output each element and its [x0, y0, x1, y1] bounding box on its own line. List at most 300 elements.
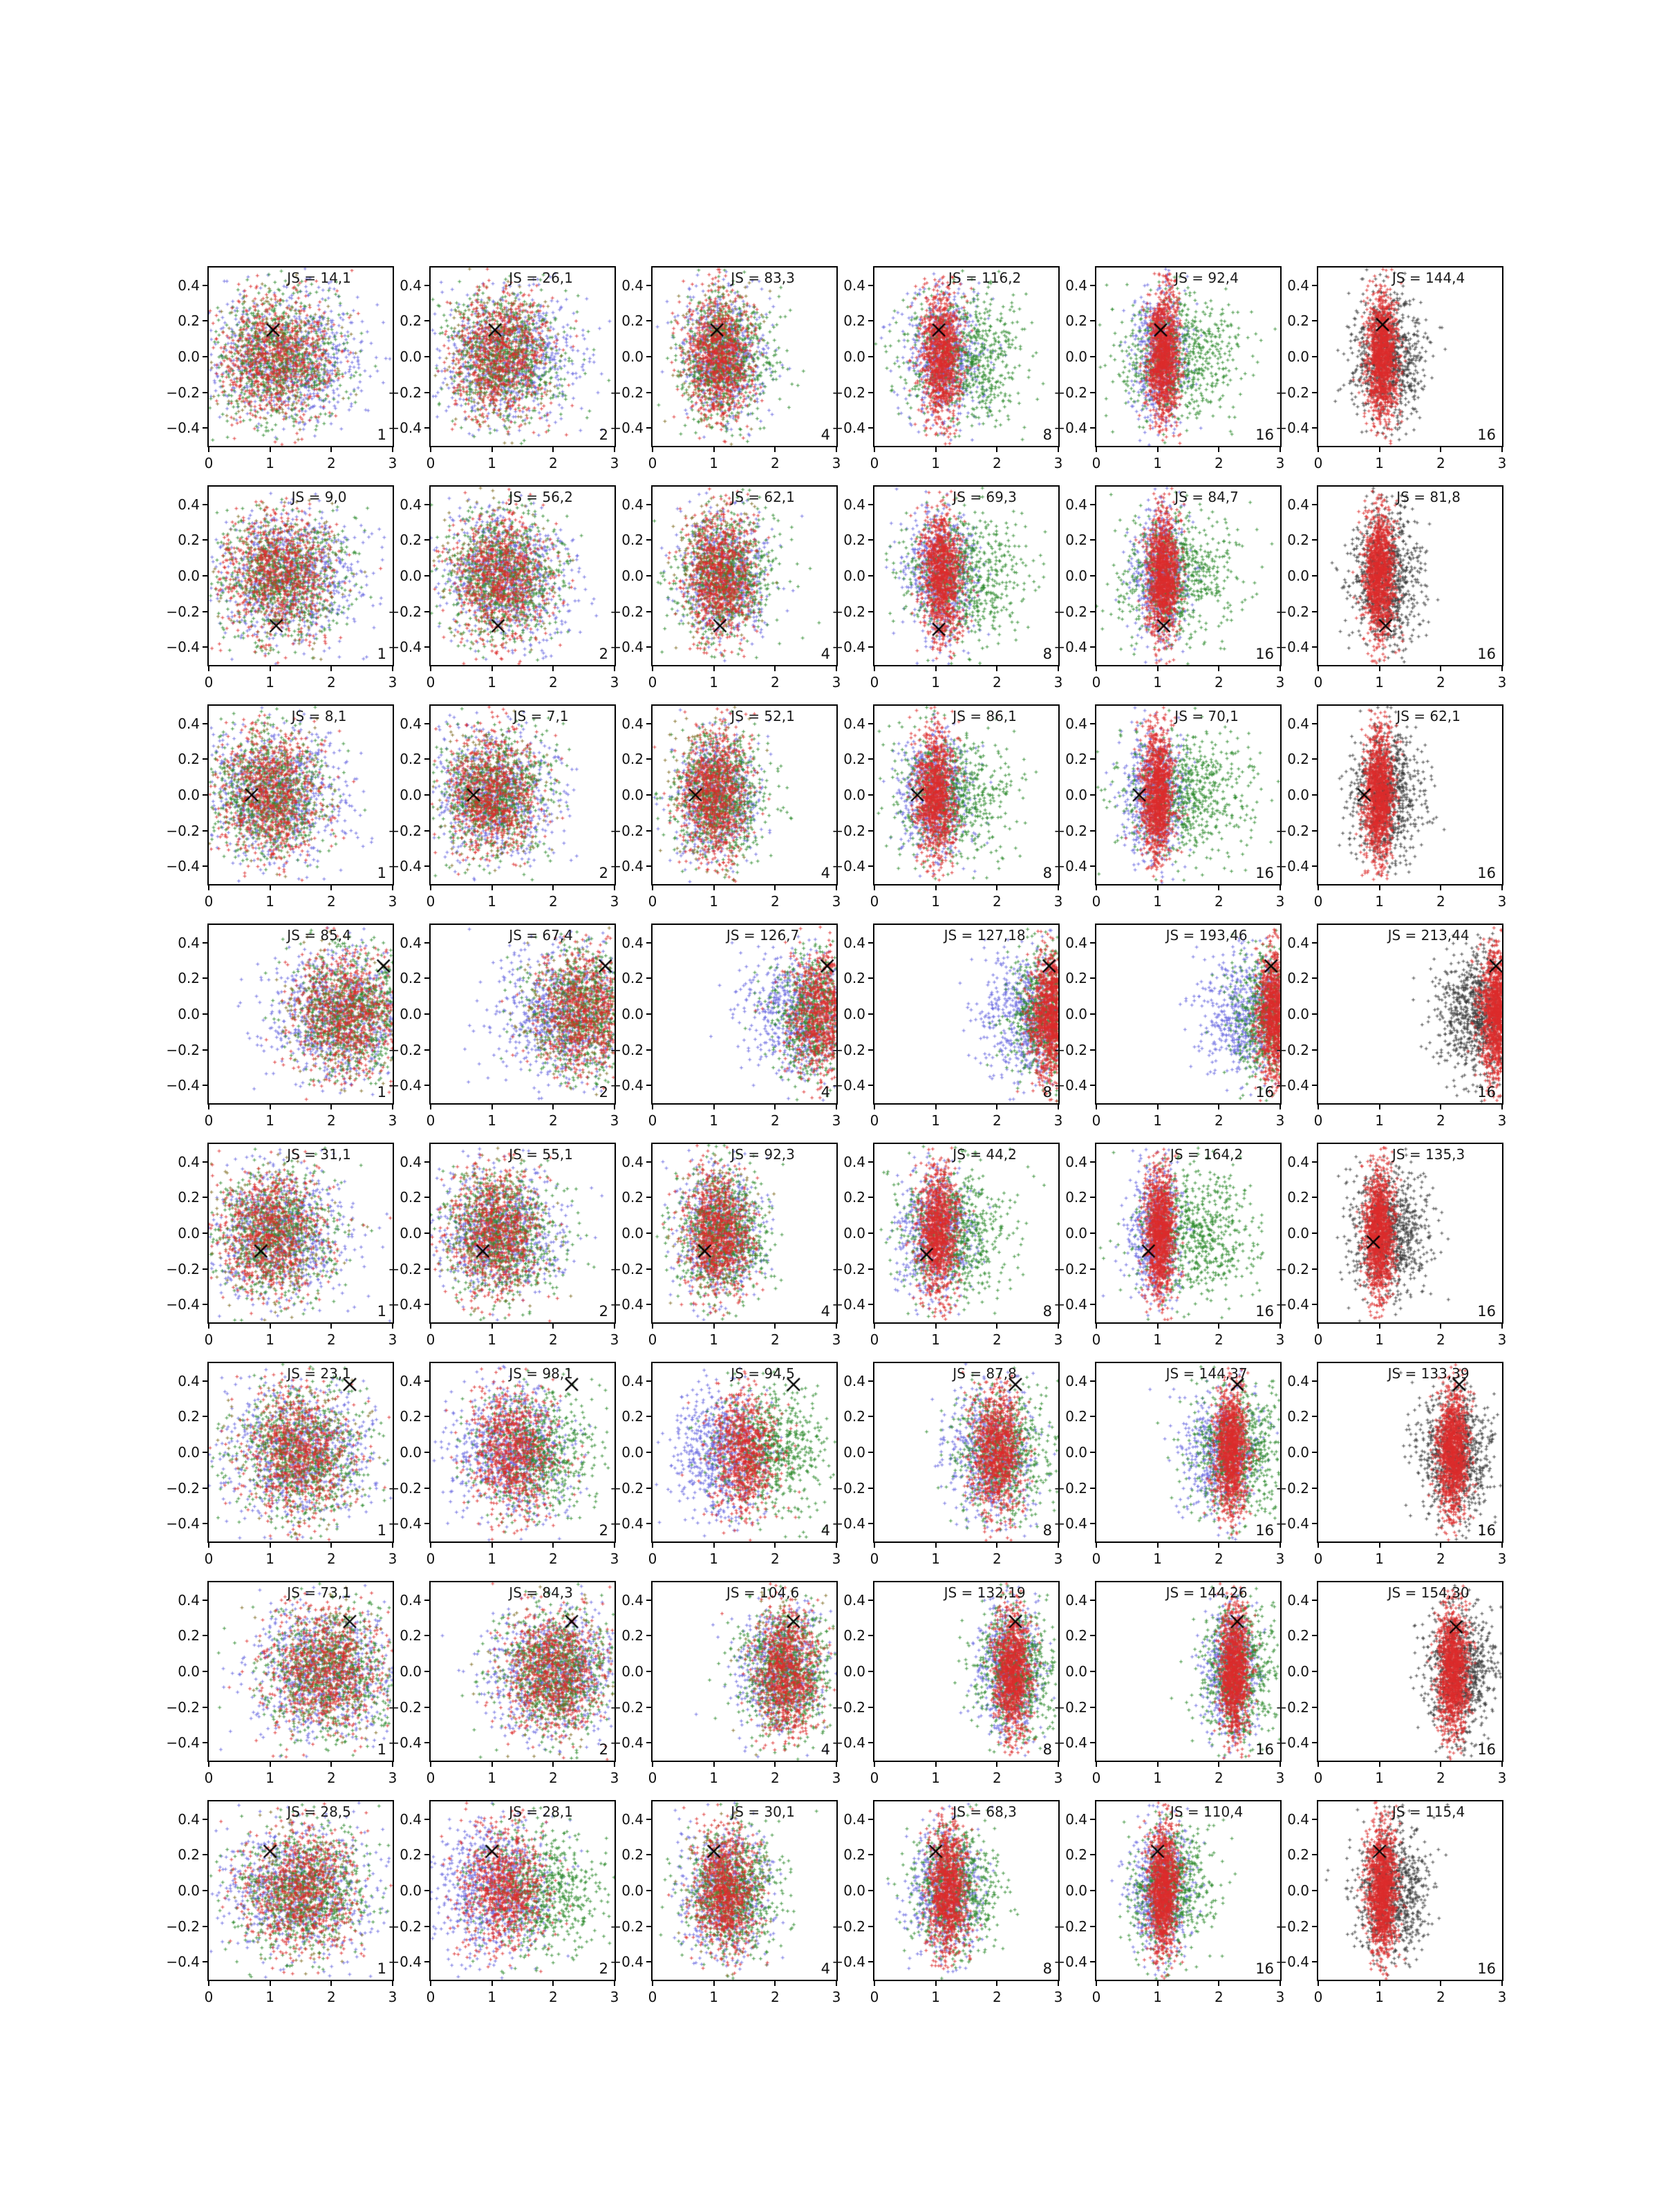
x-axis-tick	[1318, 1323, 1319, 1329]
y-axis-tick-label: 0.2	[400, 312, 422, 330]
x-axis-tick	[1157, 1323, 1159, 1329]
x-axis-tick-label: 3	[1275, 1989, 1285, 2005]
y-axis-tick	[868, 611, 874, 612]
y-axis-tick-label: 0.4	[178, 276, 200, 294]
y-axis-tick	[1312, 356, 1318, 357]
y-axis-tick-label: −0.4	[610, 1515, 644, 1533]
y-axis-tick	[1090, 977, 1096, 979]
y-axis-tick	[868, 1013, 874, 1015]
y-axis-tick-label: 0.4	[1287, 1372, 1309, 1389]
scatter-points-canvas	[653, 1582, 836, 1761]
x-axis-tick	[1218, 1761, 1219, 1767]
y-axis-tick	[1312, 1085, 1318, 1086]
x-axis-tick	[1218, 447, 1219, 452]
x-axis-tick-label: 0	[648, 1989, 657, 2005]
y-axis-tick-label: 0.0	[1065, 568, 1087, 584]
y-axis-tick	[203, 977, 208, 979]
x-axis-tick-label: 3	[832, 1550, 841, 1567]
x-axis-tick	[935, 1104, 937, 1109]
panel-count-label: 16	[1477, 646, 1496, 662]
scatter-points-canvas	[431, 1582, 615, 1761]
y-axis-tick	[868, 1635, 874, 1636]
x-axis-tick-label: 2	[770, 1550, 780, 1567]
scatter-points-canvas	[209, 1144, 393, 1322]
x-axis-tick	[614, 1980, 615, 1986]
x-axis-tick	[491, 1542, 493, 1548]
y-axis-tick-label: 0.4	[178, 1810, 200, 1828]
y-axis-tick	[424, 1161, 430, 1163]
y-axis-tick	[203, 830, 208, 832]
y-axis-tick-label: −0.2	[388, 1918, 422, 1935]
x-axis-tick	[430, 1761, 431, 1767]
y-axis-tick-label: −0.2	[388, 603, 422, 620]
y-axis-tick-label: −0.2	[610, 1260, 644, 1277]
y-axis-tick-label: −0.2	[388, 384, 422, 401]
panel-title: JS = 67,4	[509, 927, 573, 944]
y-axis-tick-label: −0.4	[832, 1077, 865, 1094]
y-axis-tick	[1312, 1380, 1318, 1382]
y-axis-tick-label: −0.2	[610, 603, 644, 620]
y-axis-tick	[203, 1161, 208, 1163]
y-axis-tick	[203, 1304, 208, 1305]
x-axis-tick-label: 0	[204, 455, 214, 471]
y-axis-tick-label: 0.0	[1065, 1882, 1087, 1899]
y-axis-tick	[646, 504, 652, 505]
x-axis-tick-label: 1	[931, 893, 941, 910]
scatter-points-canvas	[874, 706, 1058, 884]
y-axis-tick	[868, 1197, 874, 1198]
scatter-panel	[610, 704, 841, 910]
y-axis-tick-label: 0.4	[178, 1591, 200, 1609]
panel-count-label: 2	[599, 427, 608, 443]
y-axis-tick	[1090, 1161, 1096, 1163]
y-axis-tick	[1312, 611, 1318, 612]
x-axis-tick	[1280, 666, 1281, 671]
x-axis-tick-label: 3	[832, 1989, 841, 2005]
y-axis-tick	[424, 942, 430, 944]
x-axis-tick-label: 2	[1436, 674, 1445, 691]
y-axis-tick	[203, 1854, 208, 1855]
x-axis-tick-label: 2	[770, 1989, 780, 2005]
y-axis-tick-label: 0.4	[400, 276, 422, 294]
x-axis-tick	[1318, 1104, 1319, 1109]
y-axis-tick-label: 0.2	[843, 970, 865, 987]
x-axis-tick	[996, 1761, 997, 1767]
panel-title: JS = 7,1	[513, 708, 569, 724]
y-axis-tick	[1090, 830, 1096, 832]
scatter-points-canvas	[209, 1363, 393, 1541]
x-axis-tick	[1501, 1980, 1503, 1986]
x-axis-tick-label: 3	[610, 1550, 619, 1567]
y-axis-tick	[424, 1197, 430, 1198]
scatter-points-canvas	[1096, 487, 1280, 665]
y-axis-tick	[203, 1416, 208, 1417]
x-axis-tick-label: 2	[1436, 1112, 1445, 1129]
x-axis-tick	[270, 1761, 271, 1767]
panel-count-label: 4	[821, 1960, 830, 1977]
y-axis-tick	[646, 942, 652, 944]
y-axis-tick	[424, 794, 430, 796]
panel-title: JS = 110,4	[1170, 1803, 1244, 1820]
y-axis-tick	[1312, 1049, 1318, 1051]
x-axis-tick	[1379, 1104, 1380, 1109]
y-axis-tick-label: 0.0	[843, 348, 865, 365]
y-axis-tick-label: −0.4	[610, 1734, 644, 1752]
y-axis-tick-label: −0.2	[166, 603, 200, 620]
scatter-panel	[388, 1581, 619, 1786]
x-axis-tick	[774, 1323, 776, 1329]
y-axis-tick-label: −0.2	[1275, 384, 1309, 401]
panel-title: JS = 31,1	[287, 1146, 351, 1163]
y-axis-tick-label: −0.2	[832, 1479, 865, 1497]
y-axis-tick	[868, 1304, 874, 1305]
y-axis-tick	[868, 830, 874, 832]
x-axis-tick	[552, 447, 554, 452]
x-axis-tick-label: 2	[548, 1331, 558, 1348]
y-axis-tick	[1090, 942, 1096, 944]
x-axis-tick-label: 0	[648, 455, 657, 471]
y-axis-tick	[1090, 1049, 1096, 1051]
panel-title: JS = 85,4	[287, 927, 351, 944]
scatter-points-canvas	[653, 268, 836, 446]
x-axis-tick-label: 1	[1375, 455, 1385, 471]
x-axis-tick-label: 0	[426, 455, 435, 471]
x-axis-tick-label: 2	[326, 1331, 336, 1348]
y-axis-tick-label: 0.0	[843, 568, 865, 584]
y-axis-tick	[646, 1380, 652, 1382]
y-axis-tick-label: 0.2	[178, 1627, 200, 1644]
x-axis-tick	[1280, 1542, 1281, 1548]
y-axis-tick-label: 0.2	[1287, 1408, 1309, 1425]
y-axis-tick	[203, 942, 208, 944]
scatter-points-canvas	[874, 487, 1058, 665]
x-axis-tick	[330, 1980, 332, 1986]
y-axis-tick-label: −0.2	[1275, 603, 1309, 620]
x-axis-tick-label: 2	[1214, 455, 1224, 471]
y-axis-tick-label: 0.4	[178, 496, 200, 513]
panel-count-label: 16	[1477, 1084, 1496, 1100]
y-axis-tick-label: 0.4	[843, 1372, 865, 1389]
x-axis-tick-label: 1	[931, 1770, 941, 1786]
y-axis-tick-label: 0.4	[1065, 715, 1087, 732]
y-axis-tick	[424, 1085, 430, 1086]
panel-count-label: 1	[377, 1522, 386, 1539]
x-axis-tick-label: 0	[1313, 674, 1323, 691]
y-axis-tick-label: −0.4	[610, 420, 644, 437]
x-axis-tick-label: 3	[1275, 455, 1285, 471]
x-axis-tick-label: 3	[1053, 455, 1063, 471]
x-axis-tick	[491, 447, 493, 452]
y-axis-tick	[868, 575, 874, 577]
y-axis-tick-label: 0.0	[400, 787, 422, 803]
x-axis-tick	[652, 1104, 653, 1109]
panel-count-label: 8	[1042, 646, 1052, 662]
y-axis-tick	[868, 427, 874, 429]
y-axis-tick	[646, 1268, 652, 1270]
y-axis-tick	[424, 1926, 430, 1927]
y-axis-tick	[646, 1161, 652, 1163]
y-axis-tick	[868, 1232, 874, 1234]
x-axis-tick	[996, 447, 997, 452]
y-axis-tick-label: 0.2	[621, 1189, 644, 1206]
y-axis-tick	[424, 1380, 430, 1382]
y-axis-tick-label: 0.2	[843, 751, 865, 768]
y-axis-tick	[646, 1671, 652, 1672]
y-axis-tick-label: 0.2	[400, 1846, 422, 1864]
scatter-panel	[166, 1362, 397, 1567]
y-axis-tick	[646, 1890, 652, 1891]
x-axis-tick	[1157, 1761, 1159, 1767]
x-axis-tick	[1058, 447, 1059, 452]
x-axis-tick-label: 0	[648, 674, 657, 691]
y-axis-tick-label: 0.4	[621, 1591, 644, 1609]
x-axis-tick	[1280, 447, 1281, 452]
x-axis-tick	[713, 1761, 715, 1767]
scatter-panel	[1053, 924, 1285, 1129]
y-axis-tick	[203, 539, 208, 541]
panel-title: JS = 133,39	[1387, 1365, 1470, 1382]
x-axis-tick	[1318, 1980, 1319, 1986]
y-axis-tick-label: −0.2	[166, 822, 200, 839]
x-axis-tick-label: 1	[487, 1331, 497, 1348]
x-axis-tick	[1440, 885, 1441, 890]
y-axis-tick	[1312, 575, 1318, 577]
y-axis-tick	[203, 1488, 208, 1489]
x-axis-tick-label: 1	[1375, 893, 1385, 910]
x-axis-tick-label: 1	[1375, 1331, 1385, 1348]
x-axis-tick	[1440, 1542, 1441, 1548]
x-axis-tick-label: 3	[1053, 1550, 1063, 1567]
x-axis-tick-label: 2	[1436, 1770, 1445, 1786]
y-axis-tick-label: 0.0	[1065, 1663, 1087, 1680]
panel-title: JS = 44,2	[953, 1146, 1017, 1163]
y-axis-tick-label: 0.0	[843, 1006, 865, 1022]
y-axis-tick-label: 0.2	[178, 532, 200, 549]
y-axis-tick	[1090, 285, 1096, 286]
panel-count-label: 2	[599, 865, 608, 881]
scatter-points-canvas	[1096, 1801, 1280, 1980]
x-axis-tick	[392, 1323, 393, 1329]
x-axis-tick-label: 0	[204, 893, 214, 910]
scatter-panel	[166, 1800, 397, 2005]
y-axis-tick	[868, 1161, 874, 1163]
y-axis-tick	[1090, 794, 1096, 796]
x-axis-tick	[208, 666, 209, 671]
x-axis-tick-label: 0	[648, 1550, 657, 1567]
y-axis-tick-label: −0.4	[388, 639, 422, 656]
y-axis-tick-label: −0.2	[1275, 1260, 1309, 1277]
x-axis-tick	[1218, 1980, 1219, 1986]
y-axis-tick-label: −0.4	[832, 420, 865, 437]
x-axis-tick-label: 3	[1053, 1770, 1063, 1786]
y-axis-tick	[868, 758, 874, 760]
x-axis-tick-label: 3	[1275, 1770, 1285, 1786]
x-axis-tick	[1218, 666, 1219, 671]
x-axis-tick	[392, 1761, 393, 1767]
y-axis-tick	[646, 794, 652, 796]
y-axis-tick-label: −0.4	[832, 858, 865, 875]
y-axis-tick	[1312, 1961, 1318, 1962]
x-axis-tick-label: 3	[1053, 1989, 1063, 2005]
y-axis-tick-label: −0.4	[388, 858, 422, 875]
y-axis-tick	[1090, 611, 1096, 612]
x-axis-tick	[713, 1542, 715, 1548]
x-axis-tick-label: 3	[1497, 1989, 1507, 2005]
y-axis-tick-label: −0.2	[1053, 384, 1087, 401]
y-axis-tick	[424, 285, 430, 286]
y-axis-tick	[424, 1416, 430, 1417]
x-axis-tick	[836, 885, 837, 890]
y-axis-tick	[868, 504, 874, 505]
x-axis-tick-label: 3	[1497, 1550, 1507, 1567]
y-axis-tick	[424, 1452, 430, 1453]
x-axis-tick-label: 1	[709, 893, 719, 910]
y-axis-tick-label: −0.2	[610, 1479, 644, 1497]
scatter-panel	[832, 1800, 1063, 2005]
x-axis-tick	[713, 885, 715, 890]
y-axis-tick-label: 0.4	[1287, 934, 1309, 951]
x-axis-tick-label: 1	[265, 1770, 275, 1786]
scatter-panel	[610, 1581, 841, 1786]
scatter-points-canvas	[653, 487, 836, 665]
y-axis-tick	[1312, 1304, 1318, 1305]
scatter-points-canvas	[1096, 925, 1280, 1103]
x-axis-tick	[935, 447, 937, 452]
y-axis-tick	[646, 356, 652, 357]
y-axis-tick-label: 0.0	[1065, 348, 1087, 365]
x-axis-tick-label: 2	[548, 1550, 558, 1567]
scatter-points-canvas	[1096, 1144, 1280, 1322]
x-axis-tick	[652, 1323, 653, 1329]
y-axis-tick-label: 0.2	[400, 1189, 422, 1206]
y-axis-tick	[1312, 1854, 1318, 1855]
x-axis-tick	[1379, 1980, 1380, 1986]
x-axis-tick	[874, 1104, 875, 1109]
x-axis-tick-label: 1	[931, 1989, 941, 2005]
x-axis-tick-label: 3	[1275, 1331, 1285, 1348]
y-axis-tick-label: 0.2	[621, 532, 644, 549]
panel-count-label: 16	[1255, 1741, 1274, 1758]
panel-count-label: 2	[599, 1960, 608, 1977]
x-axis-tick	[1501, 1542, 1503, 1548]
panel-title: JS = 84,7	[1174, 489, 1239, 505]
y-axis-tick-label: 0.2	[1287, 1189, 1309, 1206]
y-axis-tick	[646, 977, 652, 979]
y-axis-tick-label: −0.2	[832, 822, 865, 839]
y-axis-tick	[1090, 1961, 1096, 1962]
panel-title: JS = 62,1	[731, 489, 795, 505]
y-axis-tick-label: −0.4	[1275, 1515, 1309, 1533]
y-axis-tick-label: 0.4	[843, 1153, 865, 1170]
y-axis-tick	[646, 1488, 652, 1489]
y-axis-tick-label: 0.4	[400, 1810, 422, 1828]
x-axis-tick-label: 1	[487, 455, 497, 471]
scatter-points-canvas	[874, 268, 1058, 446]
x-axis-tick-label: 3	[388, 1550, 397, 1567]
y-axis-tick	[203, 1049, 208, 1051]
x-axis-tick-label: 1	[1153, 1770, 1163, 1786]
x-axis-tick-label: 3	[1497, 1331, 1507, 1348]
panel-title: JS = 154,30	[1387, 1584, 1470, 1601]
y-axis-tick-label: −0.4	[1275, 1077, 1309, 1094]
x-axis-tick	[1440, 447, 1441, 452]
scatter-panel	[1275, 1800, 1507, 2005]
y-axis-tick	[424, 504, 430, 505]
x-axis-tick-label: 3	[610, 455, 619, 471]
y-axis-tick-label: 0.0	[1065, 787, 1087, 803]
y-axis-tick	[868, 1671, 874, 1672]
x-axis-tick-label: 2	[326, 1770, 336, 1786]
scatter-points-canvas	[874, 1363, 1058, 1541]
x-axis-tick-label: 1	[931, 455, 941, 471]
y-axis-tick	[646, 1452, 652, 1453]
panel-count-label: 2	[599, 1522, 608, 1539]
y-axis-tick	[646, 646, 652, 648]
x-axis-tick-label: 2	[548, 455, 558, 471]
x-axis-tick-label: 3	[388, 455, 397, 471]
y-axis-tick-label: −0.4	[1053, 639, 1087, 656]
y-axis-tick	[203, 1926, 208, 1927]
x-axis-tick-label: 1	[265, 674, 275, 691]
panel-title: JS = 135,3	[1391, 1146, 1465, 1163]
y-axis-tick-label: −0.2	[1053, 603, 1087, 620]
x-axis-tick-label: 0	[204, 1989, 214, 2005]
panel-count-label: 4	[821, 1303, 830, 1320]
x-axis-tick-label: 1	[265, 1989, 275, 2005]
y-axis-tick	[868, 1049, 874, 1051]
x-axis-tick	[935, 1323, 937, 1329]
y-axis-tick	[868, 356, 874, 357]
y-axis-tick	[868, 392, 874, 393]
y-axis-tick	[203, 1085, 208, 1086]
y-axis-tick	[1090, 1926, 1096, 1927]
panel-title: JS = 164,2	[1170, 1146, 1244, 1163]
y-axis-tick-label: 0.2	[178, 970, 200, 987]
x-axis-tick-label: 2	[1436, 1331, 1445, 1348]
x-axis-tick-label: 0	[1313, 1112, 1323, 1129]
x-axis-tick	[491, 666, 493, 671]
x-axis-tick-label: 1	[1153, 1550, 1163, 1567]
x-axis-tick	[1157, 666, 1159, 671]
x-axis-tick-label: 2	[326, 1550, 336, 1567]
x-axis-tick-label: 3	[1497, 893, 1507, 910]
y-axis-tick-label: −0.4	[1275, 858, 1309, 875]
y-axis-tick	[424, 830, 430, 832]
y-axis-tick	[868, 977, 874, 979]
y-axis-tick-label: −0.4	[1053, 420, 1087, 437]
scatter-panel	[1053, 1581, 1285, 1786]
y-axis-tick-label: 0.4	[400, 934, 422, 951]
x-axis-tick-label: 3	[610, 1112, 619, 1129]
scatter-points-canvas	[431, 487, 615, 665]
y-axis-tick	[868, 285, 874, 286]
y-axis-tick	[203, 1819, 208, 1820]
x-axis-tick	[614, 666, 615, 671]
x-axis-tick-label: 1	[487, 1770, 497, 1786]
y-axis-tick	[868, 539, 874, 541]
scatter-panel	[610, 1362, 841, 1567]
x-axis-tick-label: 2	[1436, 893, 1445, 910]
x-axis-tick	[996, 885, 997, 890]
x-axis-tick-label: 3	[832, 893, 841, 910]
x-axis-tick-label: 1	[931, 1331, 941, 1348]
x-axis-tick-label: 0	[204, 1331, 214, 1348]
y-axis-tick	[424, 1488, 430, 1489]
y-axis-tick-label: −0.4	[1053, 1296, 1087, 1313]
y-axis-tick	[1312, 1523, 1318, 1524]
y-axis-tick-label: 0.2	[400, 1627, 422, 1644]
scatter-points-canvas	[874, 1582, 1058, 1761]
